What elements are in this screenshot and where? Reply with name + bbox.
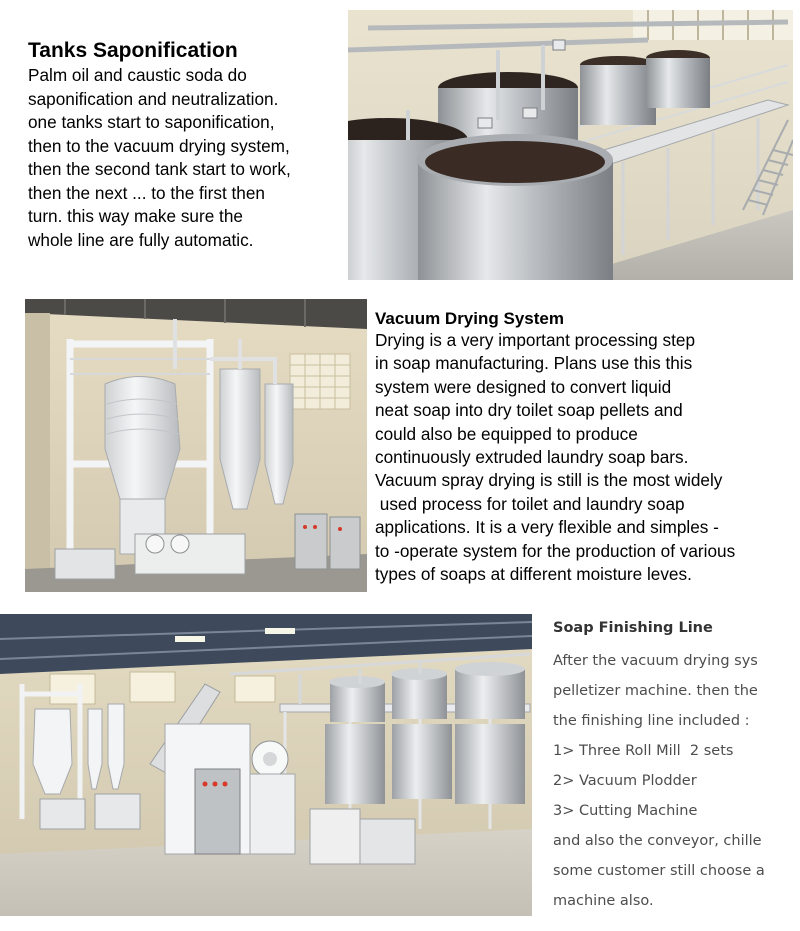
tanks-text-line: saponification and neutralization. [28,88,279,109]
vacuum-text-line: continuously extruded laundry soap bars. [375,447,689,468]
vacuum-text-line: neat soap into dry toilet soap pellets and [375,400,683,421]
soap-finishing-line-photo [0,614,532,916]
tanks-saponification-title: Tanks Saponification [28,39,238,62]
vacuum-text-line: applications. It is a very flexible and simples - [375,517,719,538]
tanks-text-line: then the next ... to the first then [28,182,265,203]
vacuum-text-line: Drying is a very important processing step [375,330,696,350]
finishing-text-line: 3> Cutting Machine [553,803,698,819]
finishing-text-line: and also the conveyor, chille [553,833,762,849]
finishing-text-line: the finishing line included : [553,713,750,729]
vacuum-drying-illustration [25,299,367,592]
tanks-text-line: one tanks start to saponification, [28,112,275,132]
finishing-text-line: 2> Vacuum Plodder [553,773,697,789]
vacuum-text-line: in soap manufacturing. Plans use this this [375,353,693,374]
tanks-text-line: whole line are fully automatic. [28,229,254,250]
soap-finishing-text [553,617,783,916]
tanks-text-line: then to the vacuum drying system, [28,135,290,156]
finishing-text-line: pelletizer machine. then the [553,683,758,699]
tanks-text-line: then the second tank start to work, [28,159,291,179]
vacuum-text-line: to -operate system for the production of various [375,540,736,561]
saponification-tanks-illustration [348,10,793,280]
vacuum-text-line: types of soaps at different moisture leves. [375,564,692,585]
vacuum-drying-text [375,309,795,586]
finishing-line-illustration [0,614,532,916]
tanks-text-line: turn. this way make sure the [28,206,243,226]
finishing-text-line: some customer still choose a [553,863,765,879]
finishing-text-line: 1> Three Roll Mill 2 sets [553,743,734,759]
finishing-text-line: After the vacuum drying sys [553,653,758,669]
vacuum-drying-system-photo [25,299,367,592]
vacuum-text-line: Vacuum spray drying is still is the most widely [375,470,723,491]
tanks-saponification-text [28,38,348,252]
vacuum-text-line: could also be equipped to produce [375,423,638,444]
saponification-tanks-photo [348,10,793,280]
vacuum-text-line: used process for toilet and laundry soap [375,493,685,514]
vacuum-text-line: system were designed to convert liquid [375,376,672,397]
soap-finishing-title: Soap Finishing Line [553,620,713,636]
vacuum-drying-title: Vacuum Drying System [375,309,564,328]
tanks-text-line: Palm oil and caustic soda do [28,65,247,85]
finishing-text-line: machine also. [553,893,654,909]
